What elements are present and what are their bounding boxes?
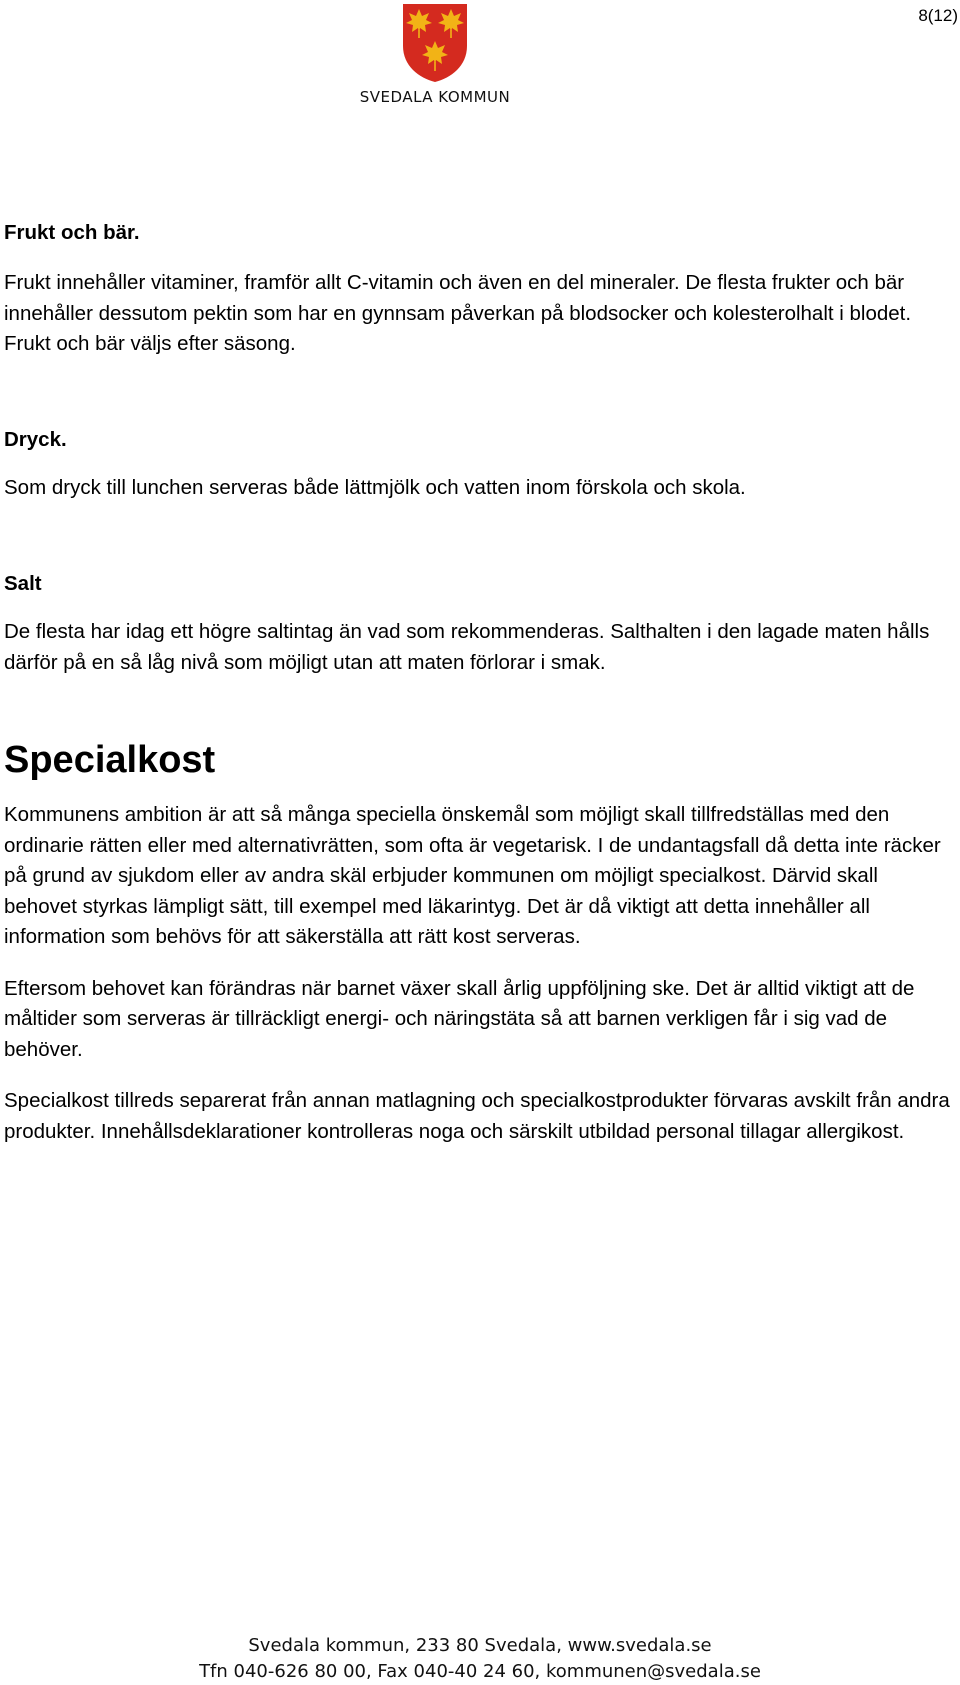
document-body bbox=[4, 218, 954, 1147]
dryck-paragraph: Som dryck till lunchen serveras både lättmjölk och vatten inom förskola och skola. bbox=[4, 475, 746, 499]
page-number: 8(12) bbox=[918, 6, 958, 25]
salt-paragraph: De flesta har idag ett högre saltintag än vad som rekommenderas. Salthalten i den lagade maten hålls därför på en så låg nivå som möjligt utan att maten förlorar i smak. bbox=[4, 620, 930, 674]
frukt-paragraph: Frukt innehåller vitaminer, framför allt C-vitamin och även en del mineraler. De flesta frukter och bär innehåller dessutom pektin som har en gynnsam påverkan på blodsocker och kolesterolhalt i blodet. Frukt och bär väljs efter säsong. bbox=[4, 271, 912, 355]
specialkost-paragraph-2: Eftersom behovet kan förändras när barnet växer skall årlig uppföljning ske. Det är alltid viktigt att de måltider som serveras är tillräckligt energi- och näringstäta så att barnen verkligen får i sig vad de behöver. bbox=[4, 976, 915, 1061]
municipality-logo bbox=[355, 2, 515, 106]
specialkost-heading: Specialkost bbox=[4, 739, 216, 781]
coat-of-arms-icon bbox=[401, 2, 469, 84]
frukt-heading: Frukt och bär. bbox=[4, 221, 140, 244]
specialkost-paragraph-3: Specialkost tillreds separerat från annan matlagning och specialkostprodukter förvaras avskilt från andra produkter. Innehållsdeklarationer kontrolleras noga och särskilt utbildad personal tillagar allergikost. bbox=[4, 1089, 950, 1143]
dryck-heading: Dryck. bbox=[4, 427, 67, 451]
footer-address: Svedala kommun, 233 80 Svedala, www.svedala.se bbox=[248, 1635, 712, 1656]
specialkost-paragraph-1: Kommunens ambition är att så många speciella önskemål som möjligt skall tillfredställas med den ordinarie rätten eller med alternativrätten, som ofta är vegetarisk. I de undantagsfall då detta inte räcker på grund av sjukdom eller av andra skäl erbjuder kommunen om möjligt specialkost. Därvid skall behovet styrkas lämpligt sätt, till exempel med läkarintyg. Det är då viktigt att detta innehåller all information som behövs för att säkerställa att rätt kost serveras. bbox=[4, 803, 941, 948]
page-footer bbox=[0, 1633, 960, 1685]
salt-heading: Salt bbox=[4, 572, 42, 595]
footer-contact: Tfn 040-626 80 00, Fax 040-40 24 60, kommunen@svedala.se bbox=[199, 1661, 761, 1682]
logo-text: SVEDALA KOMMUN bbox=[359, 88, 511, 106]
